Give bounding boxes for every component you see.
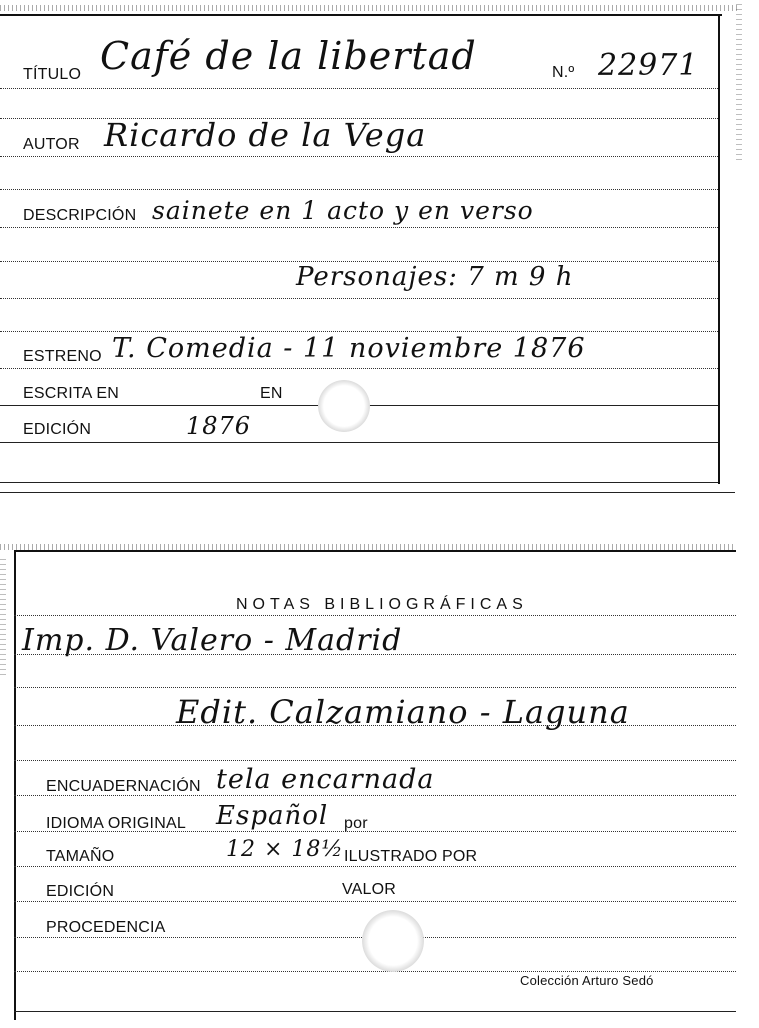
- scan-noise: [736, 0, 742, 160]
- card-right-border: [718, 14, 720, 484]
- ilustrado-label: ILUSTRADO POR: [344, 848, 478, 865]
- catalog-card-notes: [0, 535, 759, 1028]
- card-left-border: [14, 550, 16, 1020]
- ruled-line: [0, 368, 718, 369]
- titulo-value: Café de la libertad: [100, 34, 477, 78]
- catalog-card-main: [0, 0, 759, 490]
- valor-label: VALOR: [342, 881, 397, 898]
- note-line-2: Edit. Calzamiano - Laguna: [176, 693, 630, 731]
- autor-label: AUTOR: [23, 136, 80, 153]
- ruled-line: [0, 88, 718, 89]
- ruled-line: [0, 298, 718, 299]
- card-separator-line: [0, 492, 735, 493]
- ruled-line: [0, 189, 718, 190]
- numero-value: 22971: [598, 48, 699, 83]
- edicion-value: 1876: [186, 412, 252, 440]
- ruled-line: [14, 901, 736, 902]
- notas-heading: NOTAS BIBLIOGRÁFICAS: [236, 596, 528, 613]
- ruled-line: [14, 687, 736, 688]
- escrita-label: ESCRITA EN: [23, 385, 119, 402]
- titulo-label: TÍTULO: [23, 66, 82, 83]
- edicion-label: EDICIÓN: [46, 883, 115, 900]
- ruled-line: [14, 760, 736, 761]
- scan-noise: [0, 5, 740, 11]
- estreno-value: T. Comedia - 11 noviembre 1876: [112, 333, 586, 364]
- encuadernacion-label: ENCUADERNACIÓN: [46, 778, 201, 795]
- tamano-label: TAMAÑO: [46, 848, 115, 865]
- card-bottom-line: [14, 1011, 736, 1012]
- ruled-line: [0, 331, 718, 332]
- autor-value: Ricardo de la Vega: [104, 116, 427, 154]
- ruled-line: [0, 227, 718, 228]
- ruled-line: [14, 615, 736, 616]
- por-label: por: [344, 815, 368, 832]
- idioma-label: IDIOMA ORIGINAL: [46, 815, 186, 832]
- encuadernacion-value: tela encarnada: [216, 764, 435, 795]
- stamp-mark: [362, 910, 424, 972]
- ruled-line: [0, 442, 718, 443]
- tamano-value: 12 × 18½: [226, 837, 344, 862]
- procedencia-label: PROCEDENCIA: [46, 919, 166, 936]
- stamp-mark: [318, 380, 370, 432]
- scan-noise: [0, 555, 6, 675]
- card-bottom-line: [0, 482, 718, 483]
- descripcion-extra: Personajes: 7 m 9 h: [296, 262, 574, 292]
- ruled-line: [0, 156, 718, 157]
- coleccion-label: Colección Arturo Sedó: [520, 973, 654, 988]
- ruled-line: [14, 866, 736, 867]
- note-line-1: Imp. D. Valero - Madrid: [22, 623, 403, 658]
- ruled-line: [14, 971, 736, 972]
- numero-label: N.º: [552, 64, 575, 81]
- card-top-border: [0, 14, 722, 16]
- edicion-label: EDICIÓN: [23, 421, 92, 438]
- card-top-border: [14, 550, 736, 552]
- descripcion-value: sainete en 1 acto y en verso: [152, 196, 534, 225]
- descripcion-label: DESCRIPCIÓN: [23, 207, 137, 224]
- idioma-value: Español: [216, 801, 329, 831]
- estreno-label: ESTRENO: [23, 348, 102, 365]
- en-label: EN: [260, 385, 283, 402]
